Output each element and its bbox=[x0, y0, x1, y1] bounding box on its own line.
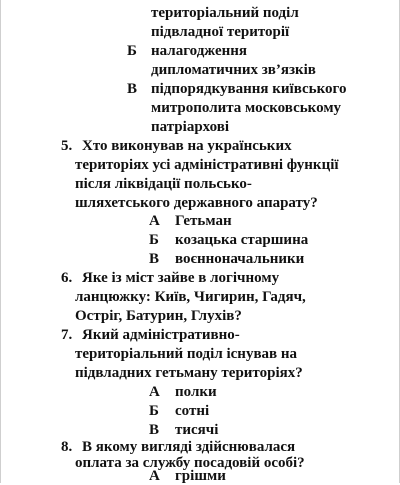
q7-line-1: Який адміністративно- bbox=[82, 327, 240, 343]
q7-line-3: підвладних гетьману територіях? bbox=[75, 365, 303, 381]
prev-option-b-line-2: дипломатичних зв’язків bbox=[151, 62, 316, 78]
prev-option-a-line-1: територіальний поділ bbox=[151, 5, 299, 21]
q8-number: 8. bbox=[61, 439, 73, 455]
prev-option-c-line-1: підпорядкування київського bbox=[151, 81, 347, 97]
q5-line-1: Хто виконував на українських bbox=[82, 138, 292, 154]
q5-option-c-letter: В bbox=[149, 251, 160, 267]
q7-number: 7. bbox=[61, 327, 73, 343]
q7-option-c-text: тисячі bbox=[175, 422, 219, 438]
prev-option-c-letter: В bbox=[127, 81, 138, 97]
q7-option-a-text: полки bbox=[175, 384, 217, 400]
q7-option-a-letter: А bbox=[149, 384, 160, 400]
q8-line-2: оплата за службу посадовій особі? bbox=[75, 455, 305, 471]
q7-option-c-letter: В bbox=[149, 422, 160, 438]
q5-line-4: шляхетського державного апарату? bbox=[75, 195, 318, 211]
prev-option-c-line-3: патріархові bbox=[151, 119, 229, 135]
prev-option-c-line-2: митрополита московському bbox=[151, 100, 342, 116]
q7-line-2: територіальний поділ існував на bbox=[75, 346, 298, 362]
q8-line-1: В якому вигляді здійснювалася bbox=[82, 439, 296, 455]
prev-option-a-line-2: підвладної території bbox=[151, 24, 290, 40]
q5-number: 5. bbox=[61, 138, 73, 154]
q6-line-2: ланцюжку: Київ, Чигирин, Гадяч, bbox=[75, 289, 306, 305]
q8-option-a-letter: А bbox=[149, 468, 160, 484]
q5-line-2: територіях усі адміністративні функції bbox=[75, 157, 339, 173]
q6-line-3: Остріг, Батурин, Глухів? bbox=[75, 308, 242, 324]
prev-option-b-letter: Б bbox=[127, 43, 137, 59]
prev-option-b-line-1: налагодження bbox=[151, 43, 248, 59]
q8-option-a-text: грішми bbox=[175, 468, 226, 484]
q7-option-b-letter: Б bbox=[149, 403, 159, 419]
q5-option-c-text: воєнноначальники bbox=[175, 251, 305, 267]
q7-option-b-text: сотні bbox=[175, 403, 210, 419]
q5-line-3: після ліквідації польсько- bbox=[75, 176, 252, 192]
q6-number: 6. bbox=[61, 270, 73, 286]
q5-option-b-letter: Б bbox=[149, 232, 159, 248]
q5-option-a-text: Гетьман bbox=[175, 213, 232, 229]
q6-line-1: Яке із міст зайве в логічному bbox=[82, 270, 280, 286]
q5-option-a-letter: А bbox=[149, 213, 160, 229]
q5-option-b-text: козацька старшина bbox=[175, 232, 309, 248]
